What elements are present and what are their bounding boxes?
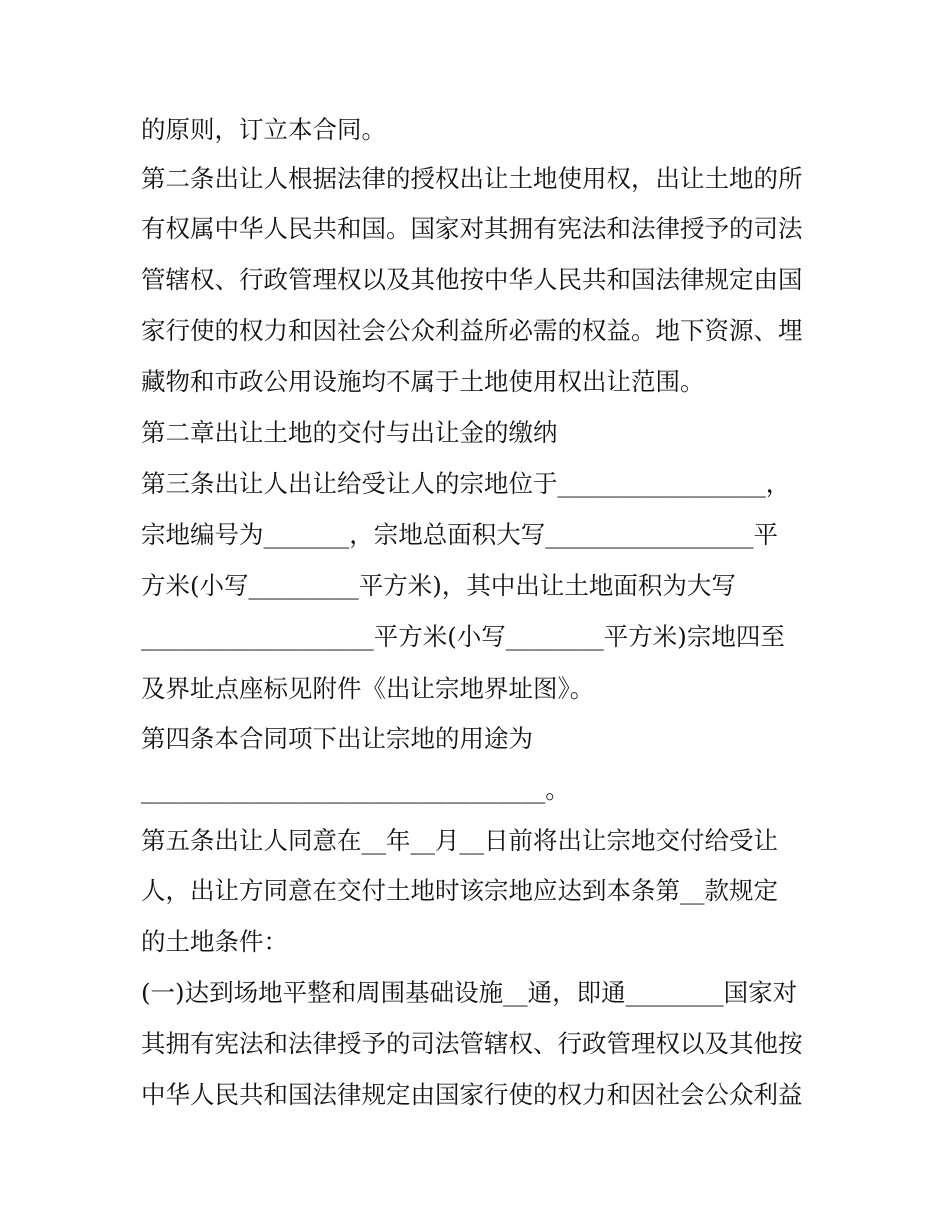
article-3-line-1: 第三条出让人出让给受让人的宗地位于_________________， xyxy=(141,469,791,498)
article-2-line-4: 家行使的权力和因社会公众利益所必需的权益。地下资源、埋 xyxy=(141,316,803,345)
article-2-line-2: 有权属中华人民共和国。国家对其拥有宪法和法律授予的司法 xyxy=(141,214,803,243)
condition-1-line-2: 其拥有宪法和法律授予的司法管辖权、行政管理权以及其他按 xyxy=(141,1029,803,1058)
article-4-line-1: 第四条本合同项下出让宗地的用途为 xyxy=(141,724,533,753)
condition-1-line-1: (一)达到场地平整和周围基础设施__通，即通________国家对 xyxy=(141,978,798,1007)
article-5-line-1: 第五条出让人同意在__年__月__日前将出让宗地交付给受让 xyxy=(141,826,778,855)
article-2-line-5: 藏物和市政公用设施均不属于土地使用权出让范围。 xyxy=(141,367,705,396)
condition-1-line-3: 中华人民共和国法律规定由国家行使的权力和因社会公众利益 xyxy=(141,1080,803,1109)
article-3-line-5: 及界址点座标见附件《出让宗地界址图》。 xyxy=(141,674,595,703)
chapter-2-heading: 第二章出让土地的交付与出让金的缴纳 xyxy=(141,418,558,447)
article-2-line-1: 第二条出让人根据法律的授权出让土地使用权，出让土地的所 xyxy=(141,164,803,193)
text-line-intro-end: 的原则，订立本合同。 xyxy=(141,115,386,144)
article-3-line-2: 宗地编号为_______，宗地总面积大写_________________平 xyxy=(141,520,778,549)
article-5-line-2: 人，出让方同意在交付土地时该宗地应达到本条第__款规定 xyxy=(141,876,778,905)
article-3-line-4: ___________________平方米(小写________平方米)宗地四至 xyxy=(141,622,785,651)
article-2-line-3: 管辖权、行政管理权以及其他按中华人民共和国法律规定由国 xyxy=(141,265,803,294)
article-4-line-2: _________________________________。 xyxy=(141,775,570,804)
article-3-line-3: 方米(小写_________平方米)，其中出让土地面积为大写 xyxy=(141,571,736,600)
article-5-line-3: 的土地条件： xyxy=(141,927,288,956)
